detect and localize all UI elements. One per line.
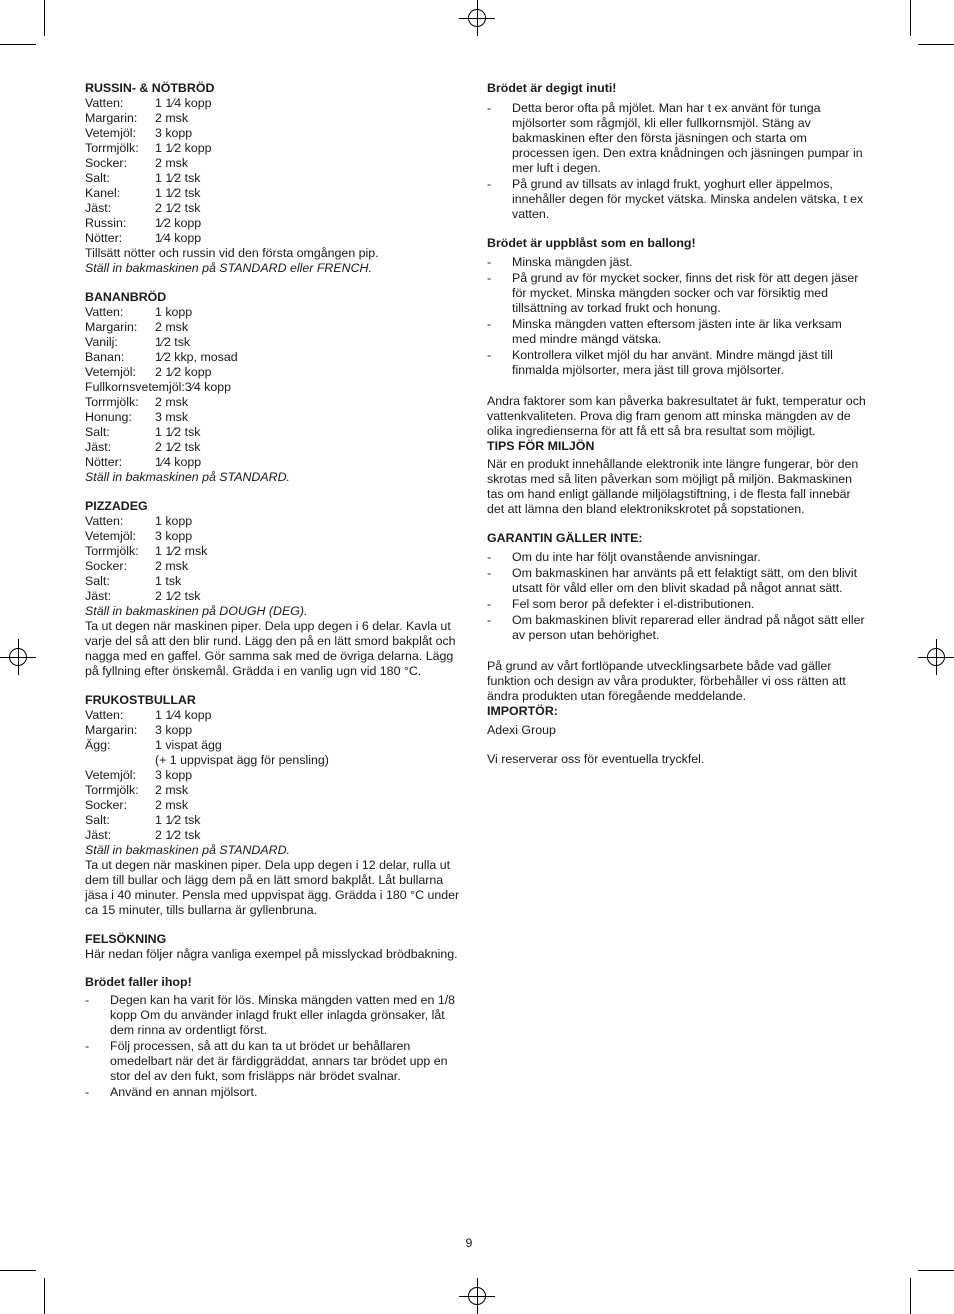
ingredient-amount: 2 1⁄2 tsk <box>155 440 201 454</box>
ingredient-label: Vetemjöl: <box>85 768 136 782</box>
ingredient-amount: 1 tsk <box>155 574 182 588</box>
list-item <box>85 1085 465 1100</box>
registration-mark-icon <box>459 1278 495 1314</box>
ingredient-label: Ägg: <box>85 738 111 752</box>
list-item-text: Minska mängden vatten eftersom jästen inte är lika verksam med mindre mängd vätska. <box>512 317 842 346</box>
list-item-text: Använd en annan mjölsort. <box>110 1085 258 1099</box>
ingredient-row <box>85 798 465 813</box>
dash-list <box>487 101 867 222</box>
ingredient-amount: 2 1⁄2 tsk <box>155 828 201 842</box>
list-item-text: Kontrollera vilket mjöl du har använt. Mindre mängd jäst till finmalda mjölsorter, mera jäst till grova mjölsorter. <box>512 348 833 377</box>
recipe-instructions: Ta ut degen när maskinen piper. Dela upp degen i 12 delar, rulla ut dem till bullar och lägg dem på en lätt smord bakplåt. Låt bullarna jäsa i 40 minuter. Pensla med uppvispat ägg. Grädda i 180 °C under ca 15 minuter, tills bullarna är gyllenbruna. <box>85 858 460 917</box>
recipe-note: Tillsätt nötter och russin vid den första omgången pip. <box>85 246 379 260</box>
recipe-title: FRUKOSTBULLAR <box>85 693 196 707</box>
ingredient-row <box>85 96 465 111</box>
ingredient-row <box>85 350 465 365</box>
ingredient-row <box>85 126 465 141</box>
ingredient-row <box>85 828 465 843</box>
ingredient-row <box>85 171 465 186</box>
ingredient-row <box>85 783 465 798</box>
ingredient-amount: 1 1⁄4 kopp <box>155 96 212 110</box>
ingredient-row <box>85 559 465 574</box>
ingredient-label: Vanilj: <box>85 335 118 349</box>
ingredient-amount: 1⁄2 kkp, mosad <box>155 350 238 364</box>
ingredient-list <box>85 96 465 246</box>
ingredient-label: Margarin: <box>85 723 138 737</box>
ingredient-amount: 1 1⁄2 tsk <box>155 186 201 200</box>
problem-title: Brödet faller ihop! <box>85 975 192 989</box>
warranty <box>487 531 867 643</box>
environment-tips <box>487 439 867 517</box>
registration-mark-icon <box>918 639 954 675</box>
ingredient-amount: 2 msk <box>155 395 189 409</box>
dash-bullet: - <box>487 550 492 564</box>
recipe-russin <box>85 81 465 276</box>
problem-doughy <box>487 81 867 222</box>
dash-bullet: - <box>85 1039 90 1053</box>
crop-mark <box>910 0 911 36</box>
ingredient-amount: 1⁄4 kopp <box>155 455 202 469</box>
recipe-banan <box>85 290 465 485</box>
list-item <box>487 597 867 612</box>
troubleshooting-intro: Här nedan följer några vanliga exempel på misslyckad brödbakning. <box>85 947 458 961</box>
ingredient-amount: 2 msk <box>155 111 189 125</box>
list-item-text: Om bakmaskinen har använts på ett felaktigt sätt, om den blivit utsatt för våld eller om den blivit skadad på något annat sätt. <box>512 566 858 595</box>
machine-setting: Ställ in bakmaskinen på STANDARD eller FRENCH. <box>85 261 372 275</box>
ingredient-label: Margarin: <box>85 320 138 334</box>
machine-setting: Ställ in bakmaskinen på STANDARD. <box>85 470 290 484</box>
ingredient-row <box>85 708 465 723</box>
ingredient-row <box>85 141 465 156</box>
ingredient-row <box>85 723 465 738</box>
ingredient-label: Vatten: <box>85 708 124 722</box>
recipe-title: RUSSIN- & NÖTBRÖD <box>85 81 215 95</box>
ingredient-amount: 1 kopp <box>155 305 193 319</box>
dash-bullet: - <box>487 317 492 331</box>
troubleshooting <box>85 932 465 962</box>
ingredient-list <box>85 708 465 753</box>
ingredient-row <box>85 410 465 425</box>
left-column <box>85 81 465 1114</box>
ingredient-amount: 1 1⁄2 msk <box>155 544 208 558</box>
ingredient-amount: 3 kopp <box>155 768 193 782</box>
ingredient-label: Vetemjöl: <box>85 529 136 543</box>
list-item-text: På grund av för mycket socker, finns det risk för att degen jäser för mycket. Minska mängden socker och var försiktig med tillsättning av torkad frukt och honung. <box>512 271 859 315</box>
ingredient-amount: 2 msk <box>155 559 189 573</box>
list-item <box>487 348 867 378</box>
dash-list <box>487 550 867 643</box>
ingredient-row <box>85 231 465 246</box>
dash-list <box>85 993 465 1100</box>
ingredient-row <box>85 186 465 201</box>
dash-bullet: - <box>85 1085 90 1099</box>
list-item <box>487 613 867 643</box>
list-item <box>487 177 867 222</box>
ingredient-label: Vetemjöl: <box>85 126 136 140</box>
ingredient-label: Honung: <box>85 410 132 424</box>
ingredient-label: Fullkornsvetemjöl: <box>85 380 185 394</box>
ingredient-row <box>85 216 465 231</box>
recipe-title: PIZZADEG <box>85 499 148 513</box>
ingredient-row <box>85 156 465 171</box>
other-factors: Andra faktorer som kan påverka bakresultatet är fukt, temperatur och vattenkvaliteten. Prova dig fram genom att minska mängden av de olika ingredienserna för att få ett så bra resultat som möjligt. <box>487 394 866 438</box>
ingredient-label: Socker: <box>85 798 128 812</box>
list-item <box>487 101 867 176</box>
ingredient-label: Jäst: <box>85 828 112 842</box>
ingredient-label: Jäst: <box>85 201 112 215</box>
ingredient-amount: 3 kopp <box>155 529 193 543</box>
list-item-text: På grund av tillsats av inlagd frukt, yoghurt eller äppelmos, innehåller degen för mycket vätska. Minska andelen vätska, t ex vatten. <box>512 177 864 221</box>
ingredient-amount: 1 1⁄2 tsk <box>155 425 201 439</box>
list-item-text: Fel som beror på defekter i el-distributionen. <box>512 597 755 611</box>
ingredient-label: Nötter: <box>85 455 123 469</box>
ingredient-label: Salt: <box>85 813 110 827</box>
ingredient-label: Socker: <box>85 559 128 573</box>
ingredient-label: Jäst: <box>85 440 112 454</box>
section-title: FELSÖKNING <box>85 932 167 946</box>
importer <box>487 704 867 738</box>
crop-mark <box>918 1270 954 1271</box>
misprint-note: Vi reserverar oss för eventuella tryckfel. <box>487 752 705 766</box>
ingredient-label: Torrmjölk: <box>85 395 139 409</box>
list-item <box>487 317 867 347</box>
crop-mark <box>0 44 36 45</box>
ingredient-label: Vatten: <box>85 514 124 528</box>
dash-bullet: - <box>487 177 492 191</box>
ingredient-amount: 1 1⁄4 kopp <box>155 708 212 722</box>
list-item <box>487 550 867 565</box>
ingredient-row <box>85 305 465 320</box>
ingredient-amount: 3 kopp <box>155 723 193 737</box>
importer-name: Adexi Group <box>487 723 556 737</box>
ingredient-label: Nötter: <box>85 231 123 245</box>
crop-mark <box>0 1270 36 1271</box>
reservation-text: På grund av vårt fortlöpande utvecklingsarbete både vad gäller funktion och design av våra produkter, förbehåller vi oss rätten att ändra produkten utan föregående meddelande. <box>487 659 846 703</box>
ingredient-amount: 1 vispat ägg <box>155 738 222 752</box>
ingredient-label: Torrmjölk: <box>85 783 139 797</box>
ingredient-amount: 2 msk <box>155 156 189 170</box>
dash-bullet: - <box>487 271 492 285</box>
page-number: 9 <box>465 1236 473 1250</box>
ingredient-amount: 2 msk <box>155 320 189 334</box>
list-item-text: Degen kan ha varit för lös. Minska mängden vatten med en 1/8 kopp Om du använder inlagd frukt eller inlagda grönsaker, låt dem rinna av ordentligt först. <box>110 993 456 1037</box>
recipe-instructions: Ta ut degen när maskinen piper. Dela upp degen i 6 delar. Kavla ut varje del så att den blir rund. Lägg den på en lätt smord bakplåt och nagga med en gaffel. Gör samma sak med de övriga delarna. Lägg på fyllning efter önskemål. Grädda i en vanlig ugn vid 180 °C. <box>85 619 456 678</box>
problem-balloon <box>487 236 867 378</box>
ingredient-amount: 3⁄4 kopp <box>184 380 232 394</box>
list-item-text: Minska mängden jäst. <box>512 255 633 269</box>
ingredient-label: Vatten: <box>85 96 124 110</box>
ingredient-amount: 1 1⁄2 tsk <box>155 171 201 185</box>
ingredient-label: Banan: <box>85 350 125 364</box>
ingredient-label: Jäst: <box>85 589 112 603</box>
list-item <box>487 255 867 270</box>
ingredient-row <box>85 768 465 783</box>
registration-mark-icon <box>0 639 36 675</box>
recipe-frukost <box>85 693 465 918</box>
section-title: IMPORTÖR: <box>487 704 558 718</box>
ingredient-label: Torrmjölk: <box>85 141 139 155</box>
ingredient-amount: 2 msk <box>155 783 189 797</box>
crop-mark <box>918 44 954 45</box>
ingredient-row <box>85 425 465 440</box>
dash-bullet: - <box>487 613 492 627</box>
ingredient-amount: 2 1⁄2 tsk <box>155 589 201 603</box>
ingredient-label: Vetemjöl: <box>85 365 136 379</box>
ingredient-row <box>85 320 465 335</box>
machine-setting: Ställ in bakmaskinen på STANDARD. <box>85 843 290 857</box>
problem-title: Brödet är degigt inuti! <box>487 81 617 95</box>
ingredient-label: Salt: <box>85 171 110 185</box>
ingredient-row <box>85 544 465 559</box>
list-item <box>85 993 465 1038</box>
dash-list <box>487 255 867 378</box>
ingredient-row <box>85 335 465 350</box>
ingredient-row <box>85 514 465 529</box>
ingredient-amount: 1⁄4 kopp <box>155 231 202 245</box>
ingredient-list <box>85 305 465 470</box>
ingredient-label: Russin: <box>85 216 127 230</box>
ingredient-row <box>85 738 465 753</box>
list-item-text: Följ processen, så att du kan ta ut brödet ur behållaren omedelbart när det är färdiggräddat, annars tar brödet upp en stor del av den fukt, som frisläpps när brödet svalnar. <box>110 1039 448 1083</box>
crop-mark <box>910 1278 911 1314</box>
dash-bullet: - <box>487 597 492 611</box>
section-title: GARANTIN GÄLLER INTE: <box>487 531 643 545</box>
crop-mark <box>44 0 45 36</box>
ingredient-row <box>85 589 465 604</box>
ingredient-amount: 3 msk <box>155 410 189 424</box>
ingredient-list <box>85 768 465 843</box>
environment-text: När en produkt innehållande elektronik inte längre fungerar, bör den skrotas med så liten påverkan som möjligt på miljön. Bakmaskinen tas om hand enligt gällande miljölagstiftning, i de flesta fall innebär det att lämna den bland elektronikskrotet på sopstationen. <box>487 457 859 516</box>
dash-bullet: - <box>487 566 492 580</box>
machine-setting: Ställ in bakmaskinen på DOUGH (DEG). <box>85 604 308 618</box>
ingredient-row <box>85 529 465 544</box>
ingredient-label: Torrmjölk: <box>85 544 139 558</box>
dash-bullet: - <box>487 101 492 115</box>
ingredient-amount: 2 1⁄2 tsk <box>155 201 201 215</box>
ingredient-label: Salt: <box>85 425 110 439</box>
ingredient-row <box>85 380 465 395</box>
recipe-pizza <box>85 499 465 679</box>
ingredient-row <box>85 574 465 589</box>
ingredient-amount: 2 msk <box>155 798 189 812</box>
section-title: TIPS FÖR MILJÖN <box>487 439 595 453</box>
ingredient-amount: 1 1⁄2 tsk <box>155 813 201 827</box>
ingredient-amount: 1 1⁄2 kopp <box>155 141 212 155</box>
list-item-text: Om du inte har följt ovanstående anvisningar. <box>512 550 761 564</box>
ingredient-row <box>85 201 465 216</box>
ingredient-label: Kanel: <box>85 186 121 200</box>
ingredient-row <box>85 813 465 828</box>
list-item <box>487 566 867 596</box>
dash-bullet: - <box>487 255 492 269</box>
ingredient-label: Vatten: <box>85 305 124 319</box>
ingredient-label: Socker: <box>85 156 128 170</box>
ingredient-amount: 1 kopp <box>155 514 193 528</box>
dash-bullet: - <box>85 993 90 1007</box>
crop-mark <box>44 1278 45 1314</box>
ingredient-row <box>85 365 465 380</box>
list-item-text: Detta beror ofta på mjölet. Man har t ex använt för tunga mjölsorter som rågmjöl, kli eller fullkornsmjöl. Stäng av bakmaskinen efter den första jäsningen och starta om processen igen. Den extra knådningen och jäsningen pumpar in mer luft i degen. <box>512 101 863 175</box>
list-item <box>85 1039 465 1084</box>
dash-bullet: - <box>487 348 492 362</box>
ingredient-label: Margarin: <box>85 111 138 125</box>
ingredient-list <box>85 514 465 604</box>
ingredient-amount: 3 kopp <box>155 126 193 140</box>
registration-mark-icon <box>459 0 495 36</box>
right-column <box>487 81 867 767</box>
ingredient-label: Salt: <box>85 574 110 588</box>
ingredient-row <box>85 395 465 410</box>
ingredient-row <box>85 111 465 126</box>
list-item-text: Om bakmaskinen blivit reparerad eller ändrad på något sätt eller av person utan behörighet. <box>512 613 865 642</box>
problem-title: Brödet är uppblåst som en ballong! <box>487 236 696 250</box>
ingredient-amount: 1⁄2 tsk <box>155 335 191 349</box>
ingredient-amount: 1⁄2 kopp <box>155 216 202 230</box>
ingredient-row <box>85 455 465 470</box>
ingredient-row <box>85 440 465 455</box>
list-item <box>487 271 867 316</box>
problem-collapse <box>85 975 465 1100</box>
recipe-title: BANANBRÖD <box>85 290 167 304</box>
ingredient-amount: 2 1⁄2 kopp <box>155 365 212 379</box>
egg-note: (+ 1 uppvispat ägg för pensling) <box>155 753 329 767</box>
